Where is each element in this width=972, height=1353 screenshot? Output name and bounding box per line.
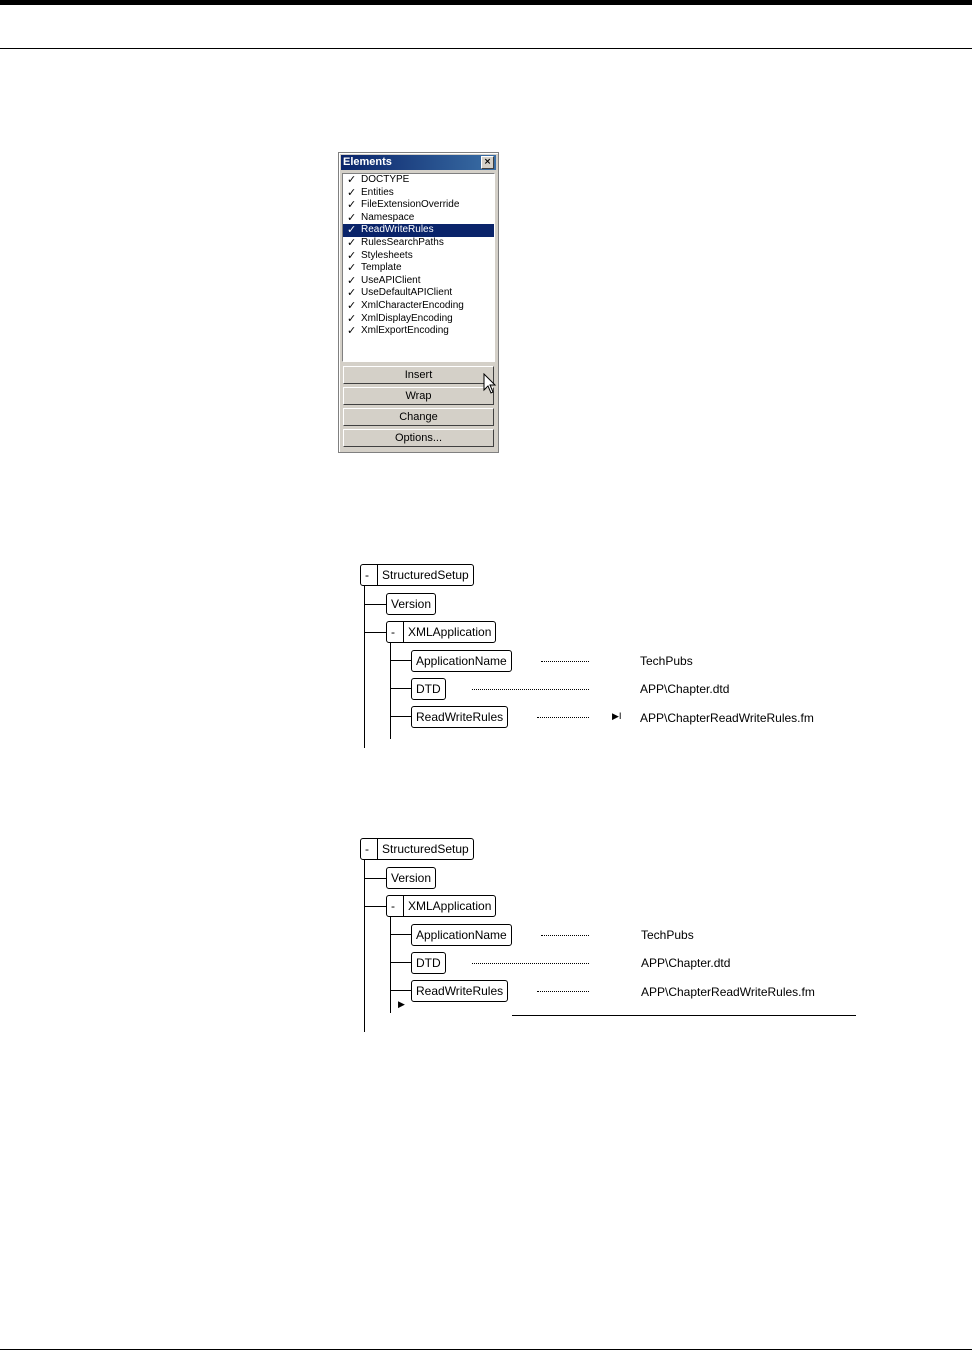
check-icon: ✓	[347, 198, 357, 212]
check-icon: ✓	[347, 261, 357, 275]
list-item-label: XmlDisplayEncoding	[361, 312, 453, 324]
list-item-xml-display-encoding[interactable]	[343, 313, 494, 326]
mouse-pointer-icon	[483, 373, 497, 395]
tree-connector	[390, 660, 411, 661]
tree-connector	[364, 878, 386, 879]
leader-dots	[537, 991, 589, 992]
list-item-template[interactable]	[343, 262, 494, 275]
tree-connector	[364, 906, 386, 907]
check-icon: ✓	[347, 248, 357, 262]
elements-palette	[338, 152, 499, 453]
tree-connector	[390, 716, 411, 717]
list-item-label: XmlExportEncoding	[361, 325, 449, 337]
tree-connector	[364, 586, 365, 748]
list-item-label: RulesSearchPaths	[361, 236, 444, 248]
tree-connector	[364, 604, 386, 605]
list-item-entities[interactable]	[343, 187, 494, 200]
application-name-value[interactable]: TechPubs	[640, 654, 693, 668]
wrap-button[interactable]: Wrap	[343, 387, 494, 405]
collapse-toggle[interactable]: -	[391, 896, 404, 916]
list-item-file-extension-override[interactable]	[343, 199, 494, 212]
tree-connector	[364, 632, 386, 633]
palette-titlebar[interactable]	[341, 155, 496, 170]
list-item-use-api-client[interactable]	[343, 275, 494, 288]
check-icon: ✓	[347, 273, 357, 287]
leader-dots	[541, 661, 589, 662]
element-xml-application[interactable]	[386, 895, 496, 917]
header-rule	[0, 48, 972, 49]
list-item-doctype[interactable]	[343, 174, 494, 187]
list-item-rules-search-paths[interactable]	[343, 237, 494, 250]
element-application-name[interactable]: ApplicationName	[411, 650, 512, 672]
close-icon[interactable]: ×	[481, 156, 494, 169]
element-label: XMLApplication	[408, 899, 492, 913]
check-icon: ✓	[347, 185, 357, 199]
insertion-point-icon: ▶	[398, 1000, 405, 1010]
tree-connector	[390, 688, 411, 689]
footer-rule	[0, 1349, 972, 1350]
element-dtd[interactable]: DTD	[411, 952, 446, 974]
collapse-toggle[interactable]: -	[391, 622, 404, 642]
tree-connector	[390, 643, 391, 739]
tree-connector	[390, 917, 391, 1013]
list-item-label: Entities	[361, 186, 394, 198]
element-application-name[interactable]: ApplicationName	[411, 924, 512, 946]
list-item-read-write-rules[interactable]	[343, 224, 494, 237]
check-icon: ✓	[347, 173, 357, 186]
element-version[interactable]: Version	[386, 593, 436, 615]
insert-button[interactable]: Insert	[343, 366, 494, 384]
element-read-write-rules[interactable]: ReadWriteRules	[411, 980, 508, 1002]
list-item-label: DOCTYPE	[361, 174, 410, 185]
check-icon: ✓	[347, 235, 357, 249]
dtd-value[interactable]: APP\Chapter.dtd	[641, 956, 731, 970]
list-item-label: UseDefaultAPIClient	[361, 287, 453, 299]
element-structured-setup[interactable]	[360, 838, 474, 860]
value-underline	[512, 1015, 856, 1016]
list-item-stylesheets[interactable]	[343, 250, 494, 263]
element-structured-setup[interactable]	[360, 564, 474, 586]
check-icon: ✓	[347, 311, 357, 325]
palette-title: Elements	[343, 156, 392, 168]
check-icon: ✓	[347, 324, 357, 338]
check-icon: ✓	[347, 298, 357, 312]
check-icon: ✓	[347, 210, 357, 224]
element-list[interactable]	[342, 173, 495, 362]
leader-dots	[541, 935, 589, 936]
read-write-rules-value[interactable]: APP\ChapterReadWriteRules.fm	[640, 711, 814, 725]
tree-connector	[390, 990, 411, 991]
list-item-label: UseAPIClient	[361, 274, 421, 286]
leader-dots	[537, 717, 589, 718]
element-label: StructuredSetup	[382, 842, 469, 856]
change-button[interactable]: Change	[343, 408, 494, 426]
list-item-label: Namespace	[361, 211, 415, 223]
dtd-value[interactable]: APP\Chapter.dtd	[640, 682, 730, 696]
options-button[interactable]: Options...	[343, 429, 494, 447]
tree-connector	[364, 860, 365, 1032]
application-name-value[interactable]: TechPubs	[641, 928, 694, 942]
element-read-write-rules[interactable]: ReadWriteRules	[411, 706, 508, 728]
collapse-toggle[interactable]: -	[365, 839, 378, 859]
page-header-bar	[0, 0, 972, 5]
element-version[interactable]: Version	[386, 867, 436, 889]
leader-dots	[472, 963, 589, 964]
list-item-xml-character-encoding[interactable]	[343, 300, 494, 313]
check-icon: ✓	[347, 286, 357, 300]
list-item-label: XmlCharacterEncoding	[361, 299, 464, 311]
list-item-label: FileExtensionOverride	[361, 199, 460, 211]
list-item-use-default-api-client[interactable]	[343, 287, 494, 300]
list-item-label: Stylesheets	[361, 249, 413, 261]
list-item-label: Template	[361, 262, 402, 274]
tree-connector	[390, 962, 411, 963]
element-label: XMLApplication	[408, 625, 492, 639]
collapse-toggle[interactable]: -	[365, 565, 378, 585]
element-label: StructuredSetup	[382, 568, 469, 582]
element-dtd[interactable]: DTD	[411, 678, 446, 700]
element-xml-application[interactable]	[386, 621, 496, 643]
tree-connector	[390, 934, 411, 935]
list-item-xml-export-encoding[interactable]	[343, 325, 494, 338]
list-item-label: ReadWriteRules	[361, 224, 434, 236]
leader-dots	[472, 689, 589, 690]
check-icon: ✓	[347, 223, 357, 237]
list-item-namespace[interactable]	[343, 212, 494, 225]
insertion-point-icon: ▶I	[612, 712, 622, 722]
read-write-rules-value[interactable]: APP\ChapterReadWriteRules.fm	[641, 985, 815, 999]
